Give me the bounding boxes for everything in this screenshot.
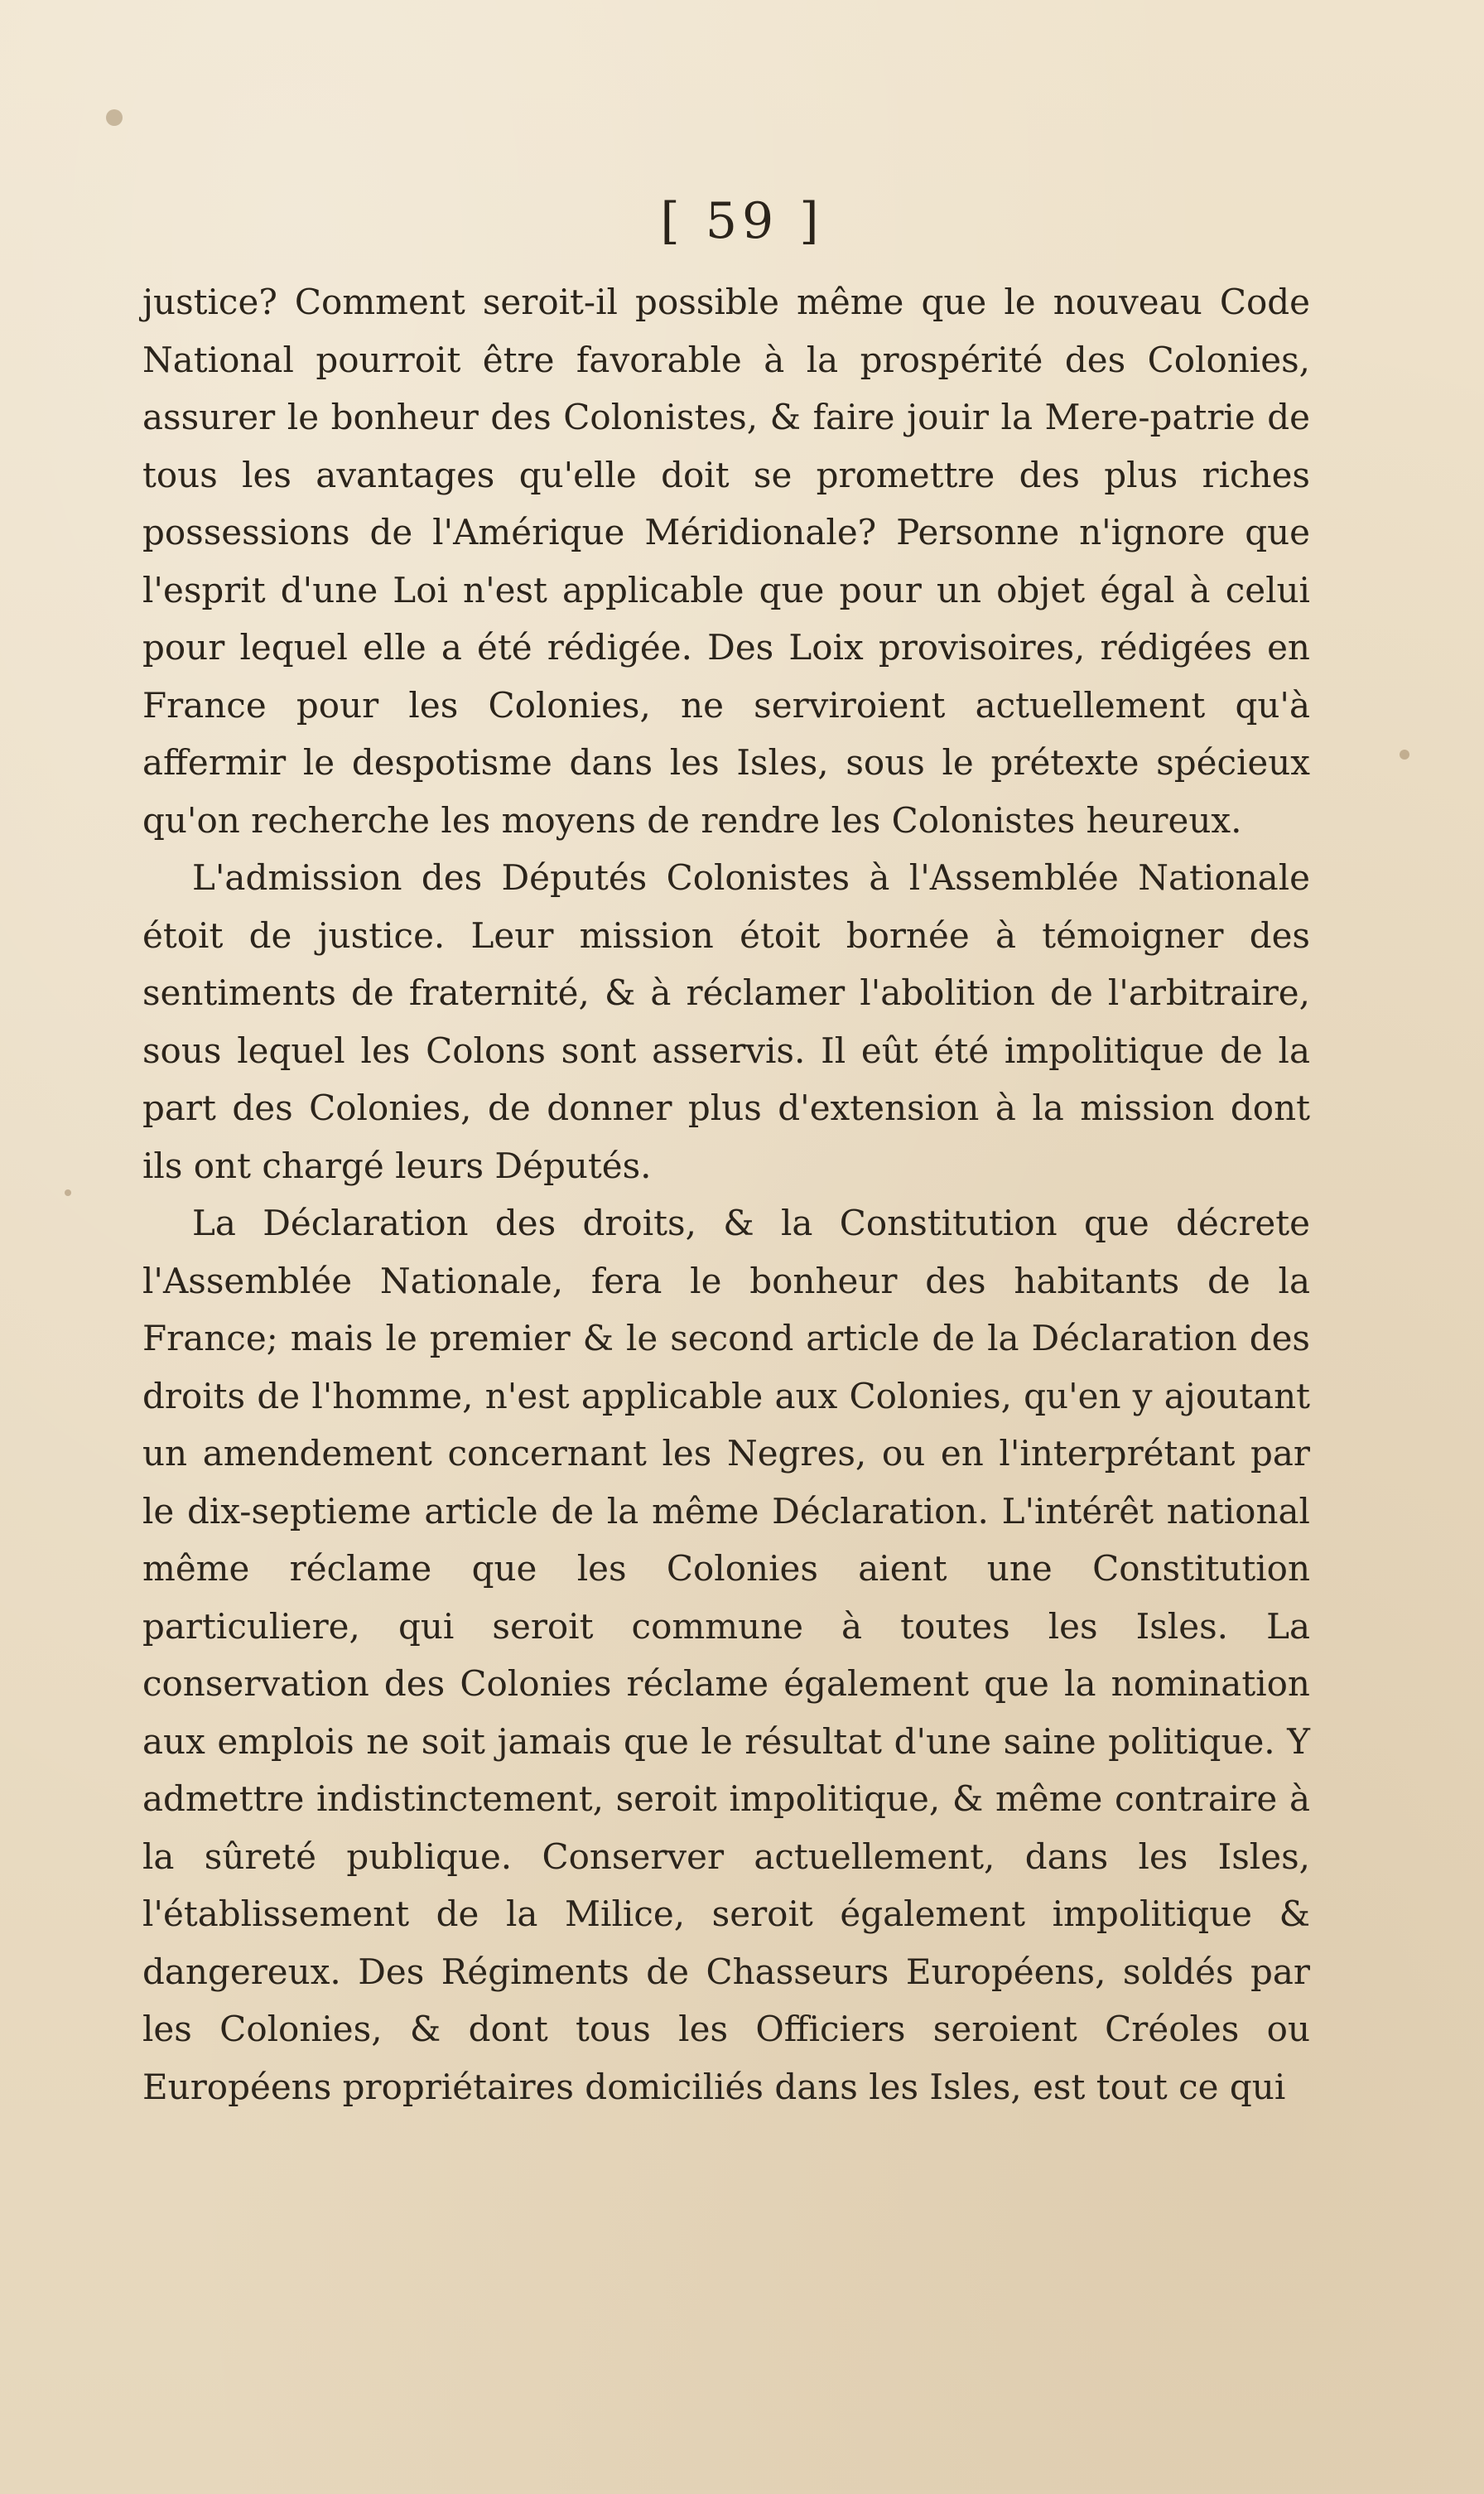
paragraph: L'admission des Députés Colonistes à l'Assemblée Nationale étoit de justice. Leur mission étoit bornée à témoigner des sentiments de fraternité, & à réclamer l'abolition de l'arbitraire, sous lequel les Colons sont asservis. Il eût été impolitique de la part des Colonies, de donner plus d'extension à la mission dont ils ont chargé leurs Députés. xyxy=(142,857,1310,1186)
paragraph: La Déclaration des droits, & la Constitution que décrete l'Assemblée Nationale, fera le bonheur des habitants de la France; mais le premier & le second article de la Déclaration des droits de l'homme, n'est applicable aux Colonies, qu'en y ajoutant un amendement concernant les Negres, ou en l'interprétant par le dix-septieme article de la même Déclaration. L'intérêt national même réclame que les Colonies aient une Constitution particuliere, qui seroit commune à toutes les Isles. La conservation des Colonies réclame également que la nomination aux emplois ne soit jamais que le résultat d'une saine politique. Y admettre indistinctement, seroit impolitique, & même contraire à la sûreté publique. Conserver actuellement, dans les Isles, l'établissement de la Milice, seroit également impolitique & dangereux. Des Régiments de Chasseurs Européens, soldés par les Colonies, & dont tous les Officiers seroient Créoles ou Européens propriétaires domiciliés dans les Isles, est tout ce qui xyxy=(142,1203,1310,2107)
paper-spot xyxy=(106,109,123,126)
paragraph: justice? Comment seroit-il possible même que le nouveau Code National pourroit être favorable à la prospérité des Colonies, assurer le bonheur des Colonistes, & faire jouir la Mere-patrie de tous les avantages qu'elle doit se promettre des plus riches possessions de l'Amérique Méridionale? Personne n'ignore que l'esprit d'une Loi n'est applicable que pour un objet égal à celui pour lequel elle a été rédigée. Des Loix provisoires, rédigées en France pour les Colonies, ne serviroient actuellement qu'à affermir le despotisme dans les Isles, sous le prétexte spécieux qu'on recherche les moyens de rendre les Colonistes heureux. xyxy=(142,282,1310,841)
paper-spot xyxy=(1400,750,1409,760)
page-text xyxy=(142,273,1310,2115)
page-number: [ 59 ] xyxy=(660,192,824,250)
paper-spot xyxy=(65,1189,71,1196)
